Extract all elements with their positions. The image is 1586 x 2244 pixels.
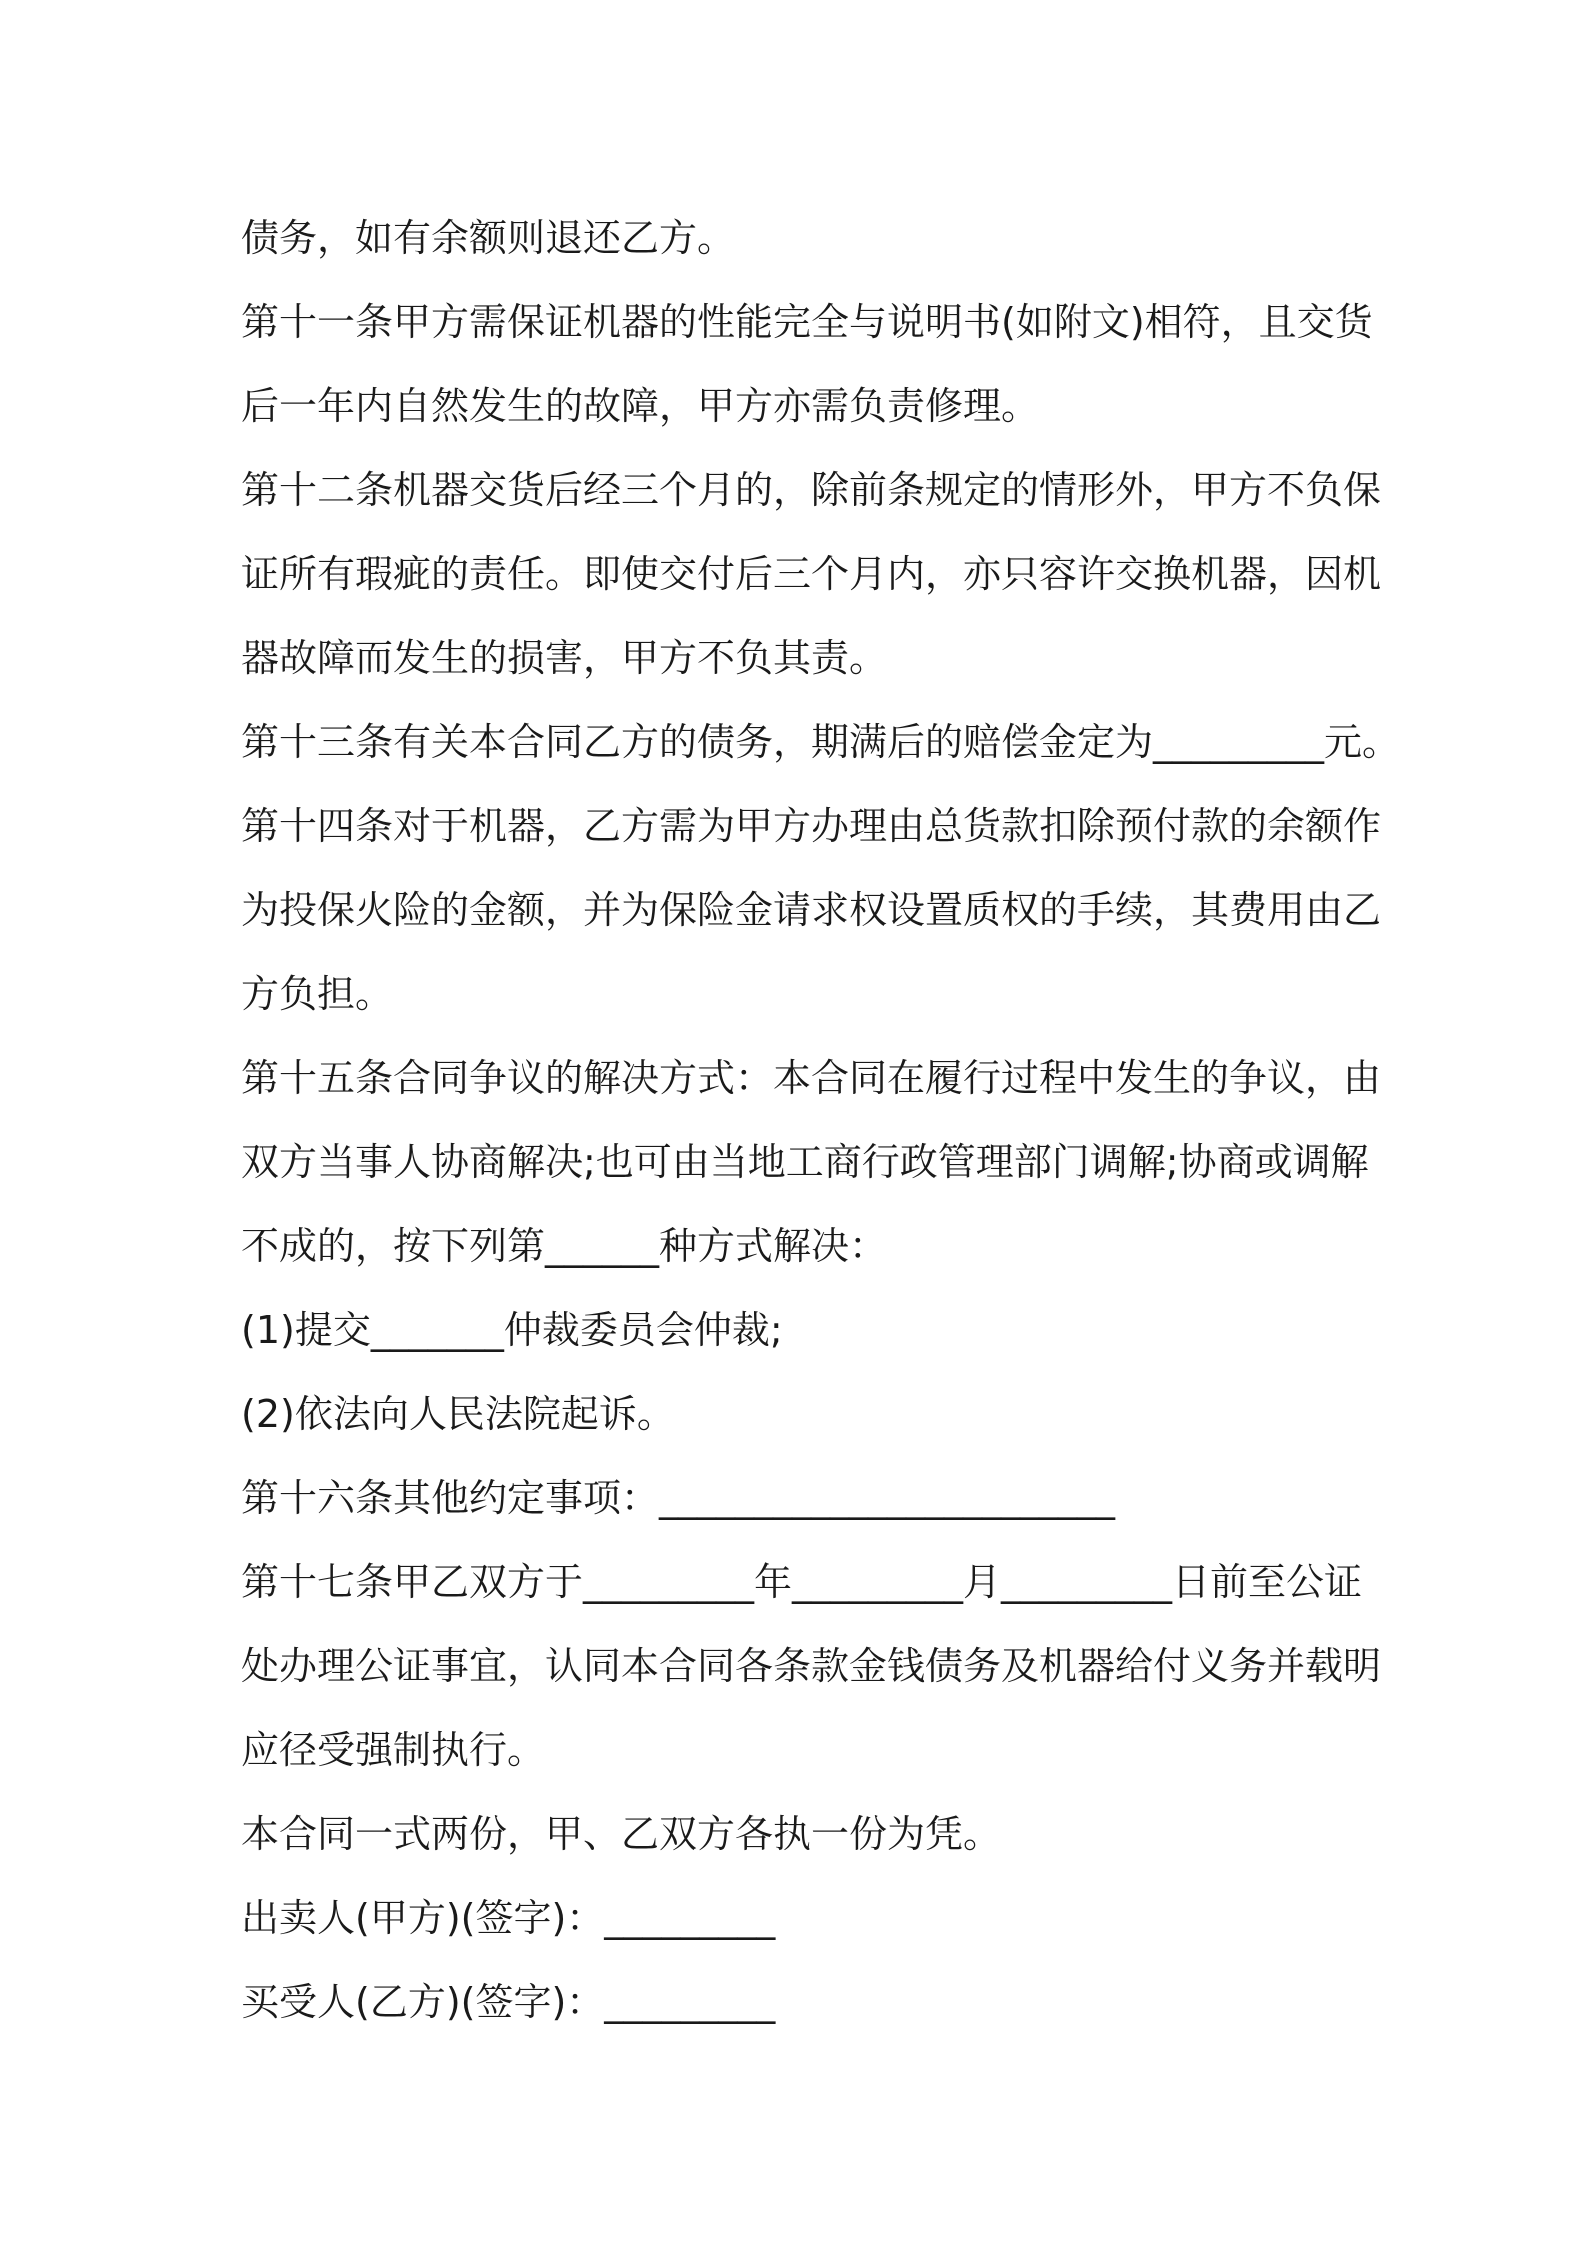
text-line: 后一年内自然发生的故障，甲方亦需负责修理。: [241, 384, 1040, 428]
text-line: 第十五条合同争议的解决方式：本合同在履行过程中发生的争议，由: [241, 1056, 1382, 1100]
text-line: 本合同一式两份，甲、乙双方各执一份为凭。: [241, 1812, 1002, 1856]
text-line: 不成的，按下列第______种方式解决：: [241, 1224, 888, 1268]
text-line: 第十七条甲乙双方于_________年_________月_________日前至公证: [241, 1560, 1363, 1604]
text-line: 双方当事人协商解决;也可由当地工商行政管理部门调解;协商或调解: [241, 1140, 1369, 1184]
text-line: (2)依法向人民法院起诉。: [241, 1392, 675, 1436]
text-line: 处办理公证事宜，认同本合同各条款金钱债务及机器给付义务并载明: [241, 1644, 1382, 1688]
text-line: 第十二条机器交货后经三个月的，除前条规定的情形外，甲方不负保: [241, 468, 1382, 512]
text-line: (1)提交_______仲裁委员会仲裁;: [241, 1308, 783, 1352]
text-line: 为投保火险的金额，并为保险金请求权设置质权的手续，其费用由乙: [241, 888, 1382, 932]
signature-line-seller: 出卖人(甲方)(签字)：_________: [241, 1896, 776, 1940]
text-line: 应径受强制执行。: [241, 1728, 546, 1772]
text-line: 债务，如有余额则退还乙方。: [241, 216, 736, 260]
document-body: [241, 196, 1401, 2044]
text-line: 第十六条其他约定事项：________________________: [241, 1476, 1116, 1520]
text-line: 第十一条甲方需保证机器的性能完全与说明书(如附文)相符，且交货: [241, 300, 1373, 344]
signature-line-buyer: 买受人(乙方)(签字)：_________: [241, 1980, 776, 2024]
text-line: 器故障而发生的损害，甲方不负其责。: [241, 636, 888, 680]
text-line: 第十四条对于机器，乙方需为甲方办理由总货款扣除预付款的余额作: [241, 804, 1382, 848]
text-line: 证所有瑕疵的责任。即使交付后三个月内，亦只容许交换机器，因机: [241, 552, 1382, 596]
text-line: 第十三条有关本合同乙方的债务，期满后的赔偿金定为_________元。: [241, 720, 1401, 764]
text-line: 方负担。: [241, 972, 394, 1016]
